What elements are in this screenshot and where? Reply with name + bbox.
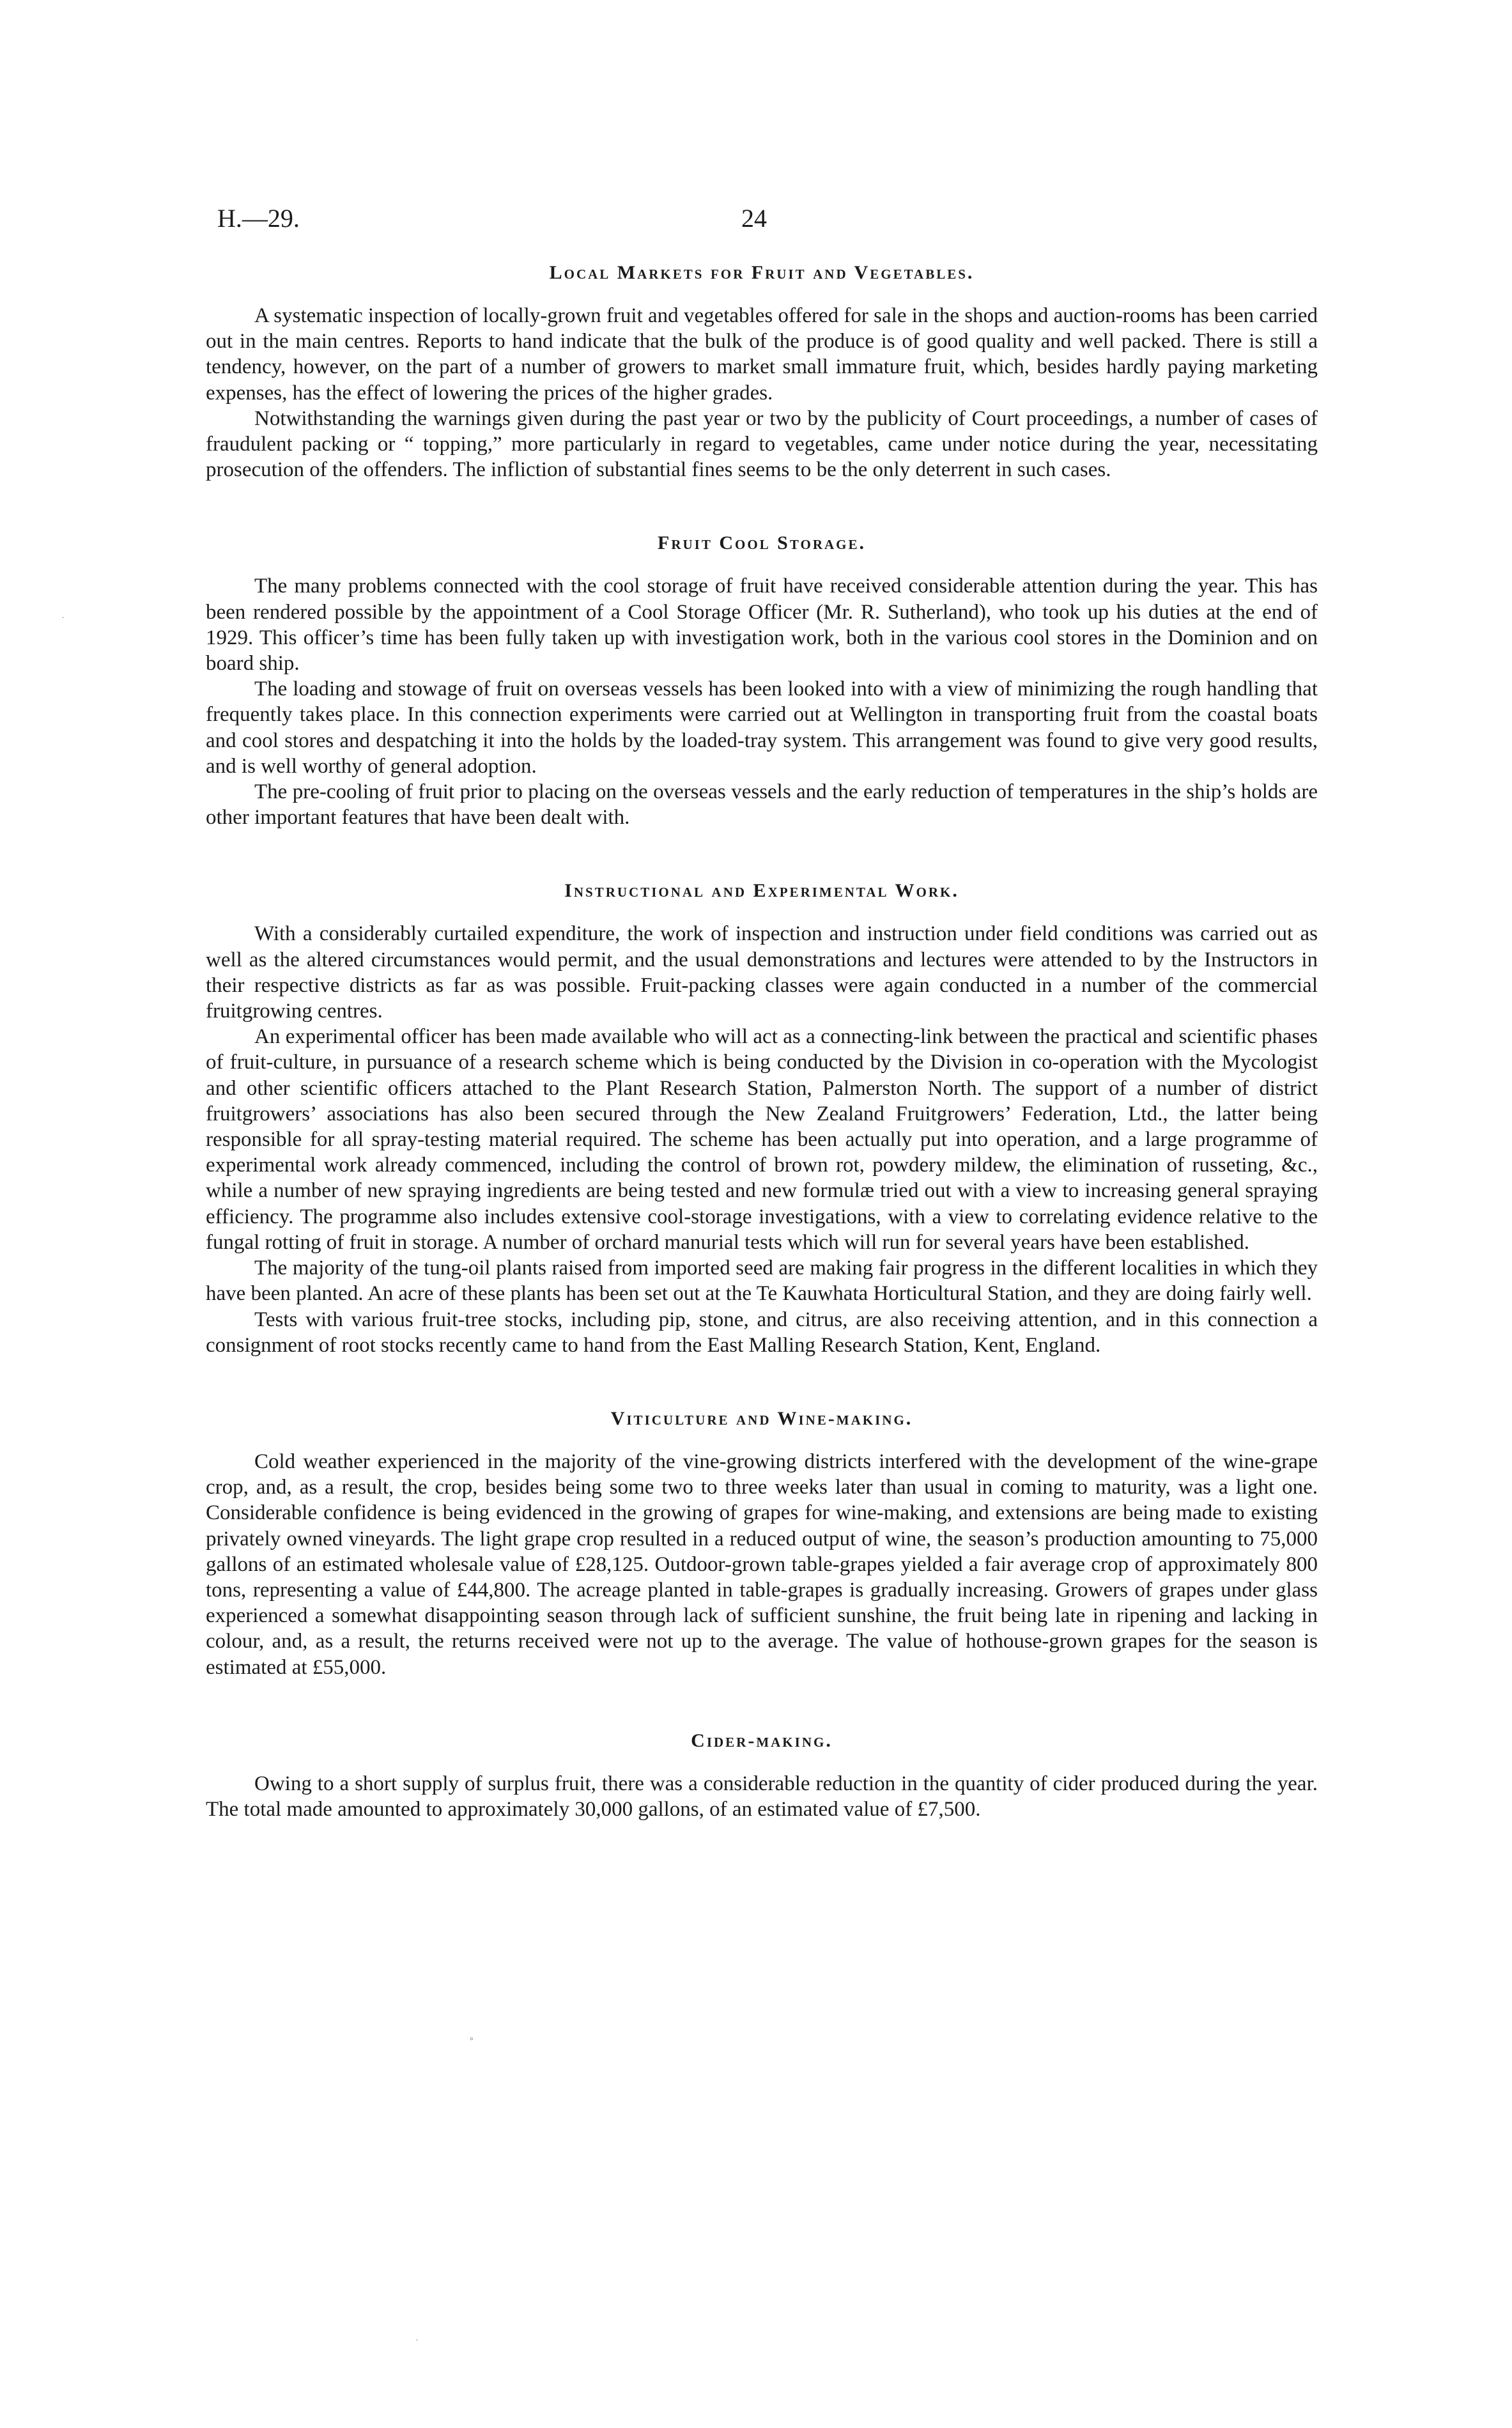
paragraph: Notwithstanding the warnings given during the past year or two by the publicity of Court proceedings, a number of cases of fraudulent packing or “ topping,” more particularly in regard to vegetables, came under notice during the year, necessitating prosecution of the offenders. The infliction of substantial fines seems to be the only deterrent in such cases. bbox=[206, 406, 1318, 482]
page-content bbox=[206, 262, 1318, 1822]
section-viticulture bbox=[206, 1408, 1318, 1680]
section-heading: Local Markets for Fruit and Vegetables. bbox=[549, 262, 975, 283]
section-cider-making bbox=[206, 1730, 1318, 1822]
paragraph: The loading and stowage of fruit on overseas vessels has been looked into with a view of minimizing the rough handling that frequently takes place. In this connection experiments were carried out at Wellington in transporting fruit from the coastal boats and cool stores and despatching it into the holds by the loaded-tray system. This arrangement was found to give very good results, and is well worthy of general adoption. bbox=[206, 677, 1318, 778]
paragraph: With a considerably curtailed expenditure, the work of inspection and instruction under field conditions was carried out as well as the altered circumstances would permit, and the usual demonstrations and lectures were attended to by the Instructors in their respective districts as far as was possible. Fruit-packing classes were again conducted in a number of the commercial fruitgrowing centres. bbox=[206, 922, 1318, 1023]
scan-speck: ° bbox=[470, 2036, 474, 2046]
paragraph: The majority of the tung-oil plants raised from imported seed are making fair progress in the different localities in which they have been planted. An acre of these plants has been set out at the Te Kauwhata Horticultural Station, and they are doing fairly well. bbox=[206, 1257, 1318, 1306]
scan-speck: · bbox=[415, 2336, 419, 2346]
section-heading: Instructional and Experimental Work. bbox=[564, 880, 959, 902]
section-heading: Fruit Cool Storage. bbox=[658, 532, 866, 554]
paragraph: Owing to a short supply of surplus fruit, there was a considerable reduction in the quantity of cider produced during the year. The total made amounted to approximately 30,000 gallons, of an estimated value of £7,500. bbox=[206, 1772, 1318, 1821]
paragraph: The pre-cooling of fruit prior to placing on the overseas vessels and the early reduction of temperatures in the ship’s holds are other important features that have been dealt with. bbox=[206, 780, 1318, 830]
paragraph: A systematic inspection of locally-grown fruit and vegetables offered for sale in the shops and auction-rooms has been carried out in the main centres. Reports to hand indicate that the bulk of the produce is of good quality and well packed. There is still a tendency, however, on the part of a number of growers to market small immature fruit, which, besides hardly paying marketing expenses, has the effect of lowering the prices of the higher grades. bbox=[206, 304, 1318, 405]
document-reference: H.—29. bbox=[217, 204, 300, 233]
scan-speck: · bbox=[61, 614, 65, 623]
paragraph: Tests with various fruit-tree stocks, including pip, stone, and citrus, are also receiving attention, and in this connection a consignment of root stocks recently came to hand from the East Malling Research Station, Kent, England. bbox=[206, 1308, 1318, 1357]
paragraph: The many problems connected with the cool storage of fruit have received considerable attention during the year. This has been rendered possible by the appointment of a Cool Storage Officer (Mr. R. Sutherland), who took up his duties at the end of 1929. This officer’s time has been fully taken up with investigation work, both in the various cool stores in the Dominion and on board ship. bbox=[206, 575, 1318, 676]
paragraph: An experimental officer has been made available who will act as a connecting-link between the practical and scientific phases of fruit-culture, in pursuance of a research scheme which is being conducted by the Division in co-operation with the Mycologist and other scientific officers attached to the Plant Research Station, Palmerston North. The support of a number of district fruitgrowers’ associations has also been secured through the New Zealand Fruitgrowers’ Federation, Ltd., the latter being responsible for all spray-testing material required. The scheme has been actually put into operation, and a large programme of experimental work already commenced, including the control of brown rot, powdery mildew, the elimination of russeting, &c., while a number of new spraying ingredients are being tested and new formulæ tried out with a view to increasing general spraying efficiency. The programme also includes extensive cool-storage investigations, with a view to correlating evidence relative to the fungal rotting of fruit in storage. A number of orchard manurial tests which will run for several years have been established. bbox=[206, 1025, 1318, 1254]
section-instructional-experimental bbox=[206, 880, 1318, 1357]
paragraph: Cold weather experienced in the majority of the vine-growing districts interfered with the development of the wine-grape crop, and, as a result, the crop, besides being some two to three weeks later than usual in coming to maturity, was a light one. Considerable confidence is being evidenced in the growing of grapes for wine-making, and extensions are being made to existing privately owned vineyards. The light grape crop resulted in a reduced output of wine, the season’s production amounting to 75,000 gallons of an estimated wholesale value of £28,125. Outdoor-grown table-grapes yielded a fair average crop of approximately 800 tons, representing a value of £44,800. The acreage planted in table-grapes is gradually increasing. Growers of grapes under glass experienced a somewhat disappointing season through lack of sufficient sunshine, the fruit being late in ripening and lacking in colour, and, as a result, the returns received were not up to the average. The value of hothouse-grown grapes for the season is estimated at £55,000. bbox=[206, 1450, 1318, 1679]
section-local-markets bbox=[206, 262, 1318, 483]
section-fruit-cool-storage bbox=[206, 532, 1318, 830]
page-number: 24 bbox=[741, 204, 767, 233]
page-header bbox=[0, 203, 1512, 235]
section-heading: Cider-making. bbox=[691, 1729, 833, 1751]
section-heading: Viticulture and Wine-making. bbox=[610, 1407, 913, 1429]
